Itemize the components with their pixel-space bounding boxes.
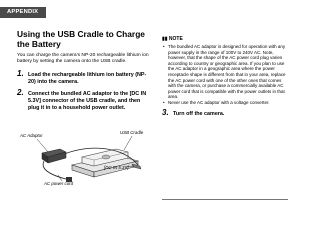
note-list (162, 44, 288, 106)
right-column (162, 36, 288, 118)
step-number: 3. (162, 108, 169, 118)
left-column (17, 29, 150, 111)
note-heading-label: NOTE (168, 36, 183, 42)
label-usb-cradle: USB Cradle (120, 130, 144, 135)
label-ac-adaptor: AC Adaptor (20, 133, 43, 138)
note-icon: ▮▮ (162, 36, 169, 42)
step-3 (162, 108, 288, 118)
step-number: 1. (17, 69, 24, 79)
step-2 (17, 88, 150, 111)
step-1 (17, 69, 150, 85)
step-text: Connect the bundled AC adaptor to the [DC IN 5.3V] connector of the USB cradle, and then plug it in to a household power outlet. (28, 91, 147, 111)
step-number: 2. (17, 88, 24, 98)
step-text: Turn off the camera. (173, 111, 225, 118)
label-ac-power-cord: AC power cord (44, 181, 74, 186)
section-title: Using the USB Cradle to Charge the Battery (17, 29, 145, 49)
section-tab: APPENDIX (0, 7, 46, 18)
charging-illustration (20, 125, 150, 187)
intro-paragraph: You can charge the camera’s NP-20 rechargeable lithium ion battery by setting the camera onto the USB cradle. (17, 53, 149, 65)
label-dc-in: [DC IN 5.3V] (104, 165, 129, 170)
note-item: • The bundled AC adaptor is designed for operation with any power supply in the range of 100V to 240V AC. Note, however, that the shape of the AC power cord plug varies according to country or geographic area. If you plan to use the AC adaptor in a geographic area where the power receptacle shape is different from that in your area, replace the AC power cord with one of the other ones that comes with the camera, or purchase a commercially available AC power cord that is compatible with the power outlets in that area. (162, 44, 288, 100)
divider (162, 199, 288, 200)
note-item: • Never use the AC adaptor with a voltage converter. (162, 100, 288, 106)
note-heading (162, 36, 288, 43)
step-text: Load the rechargeable lithium ion battery (NP-20) into the camera. (28, 72, 147, 85)
